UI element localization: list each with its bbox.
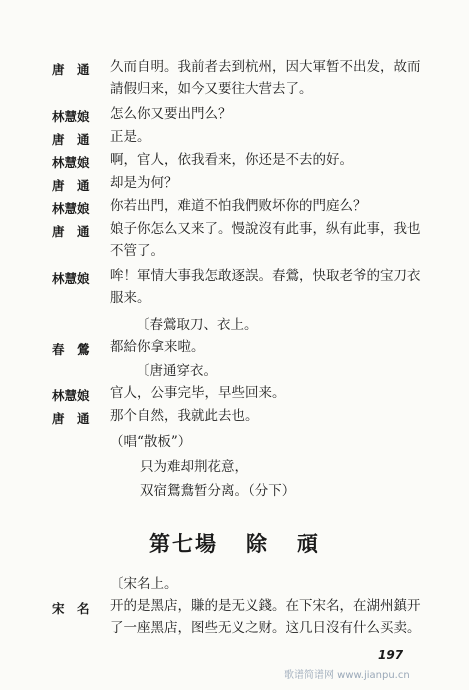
speech-text: 开的是黑店，賺的是无义錢。在下宋名，在湖州鎮开了一座黑店，图些无义之财。这几日沒有什么买卖。: [110, 598, 421, 636]
speaker-name: 林慧娘: [52, 109, 90, 124]
speech-text: 怎么你又要出門么？: [110, 106, 232, 122]
speaker-name: 唐 通: [52, 411, 90, 426]
scene-name-1: 除: [246, 531, 269, 556]
speaker-name: 林慧娘: [52, 271, 90, 286]
speaker-name: 唐 通: [52, 62, 90, 77]
speaker-name: 林慧娘: [52, 388, 90, 403]
stage-direction: 〔宋名上。: [110, 576, 178, 592]
speaker-name: 唐 通: [52, 132, 90, 147]
speech-text: 那个自然，我就此去也。: [110, 408, 259, 424]
watermark: 歌谱简谱网 www.jianpu.cn: [284, 670, 410, 681]
stage-direction: （唱“散板”）: [110, 434, 192, 450]
stage-direction: 〔春鶯取刀、衣上。: [136, 317, 258, 333]
speech-text: 正是。: [110, 129, 151, 145]
scene-number: 第七場: [149, 531, 218, 556]
stage-direction: 只为难却荆花意，: [140, 459, 248, 475]
stage-direction: 双宿鴛鴦暂分离。（分下）: [140, 483, 296, 499]
speech-text: 久而自明。我前者去到杭州，因大軍暂不出发，故而請假归来，如今又要往大营去了。: [110, 59, 421, 97]
scene-name-2: 頑: [297, 531, 320, 556]
speaker-name: 宋 名: [52, 601, 90, 616]
speech-text: 哞！軍情大事我怎敢逐誤。春鶯，快取老爷的宝刀衣服来。: [110, 268, 421, 306]
speaker-name: 林慧娘: [52, 201, 90, 216]
speech-text: 却是为何？: [110, 175, 178, 191]
speaker-name: 唐 通: [52, 224, 90, 239]
speech-text: 啊，官人，依我看来，你还是不去的好。: [110, 152, 353, 168]
speech-text: 都給你拿来啦。: [110, 339, 205, 355]
stage-direction: 〔唐通穿衣。: [136, 363, 217, 379]
speech-text: 你若出門，难道不怕我們败坏你的門庭么？: [110, 198, 367, 214]
speech-text: 官人，公事完毕，早些回来。: [110, 385, 286, 401]
speech-text: 娘子你怎么又来了。慢說沒有此事，纵有此事，我也不管了。: [110, 221, 421, 259]
speaker-name: 唐 通: [52, 178, 90, 193]
speaker-name: 林慧娘: [52, 155, 90, 170]
scene-title: [0, 528, 469, 558]
speaker-name: 春 鶯: [52, 342, 90, 357]
page-number: 197: [378, 648, 404, 662]
